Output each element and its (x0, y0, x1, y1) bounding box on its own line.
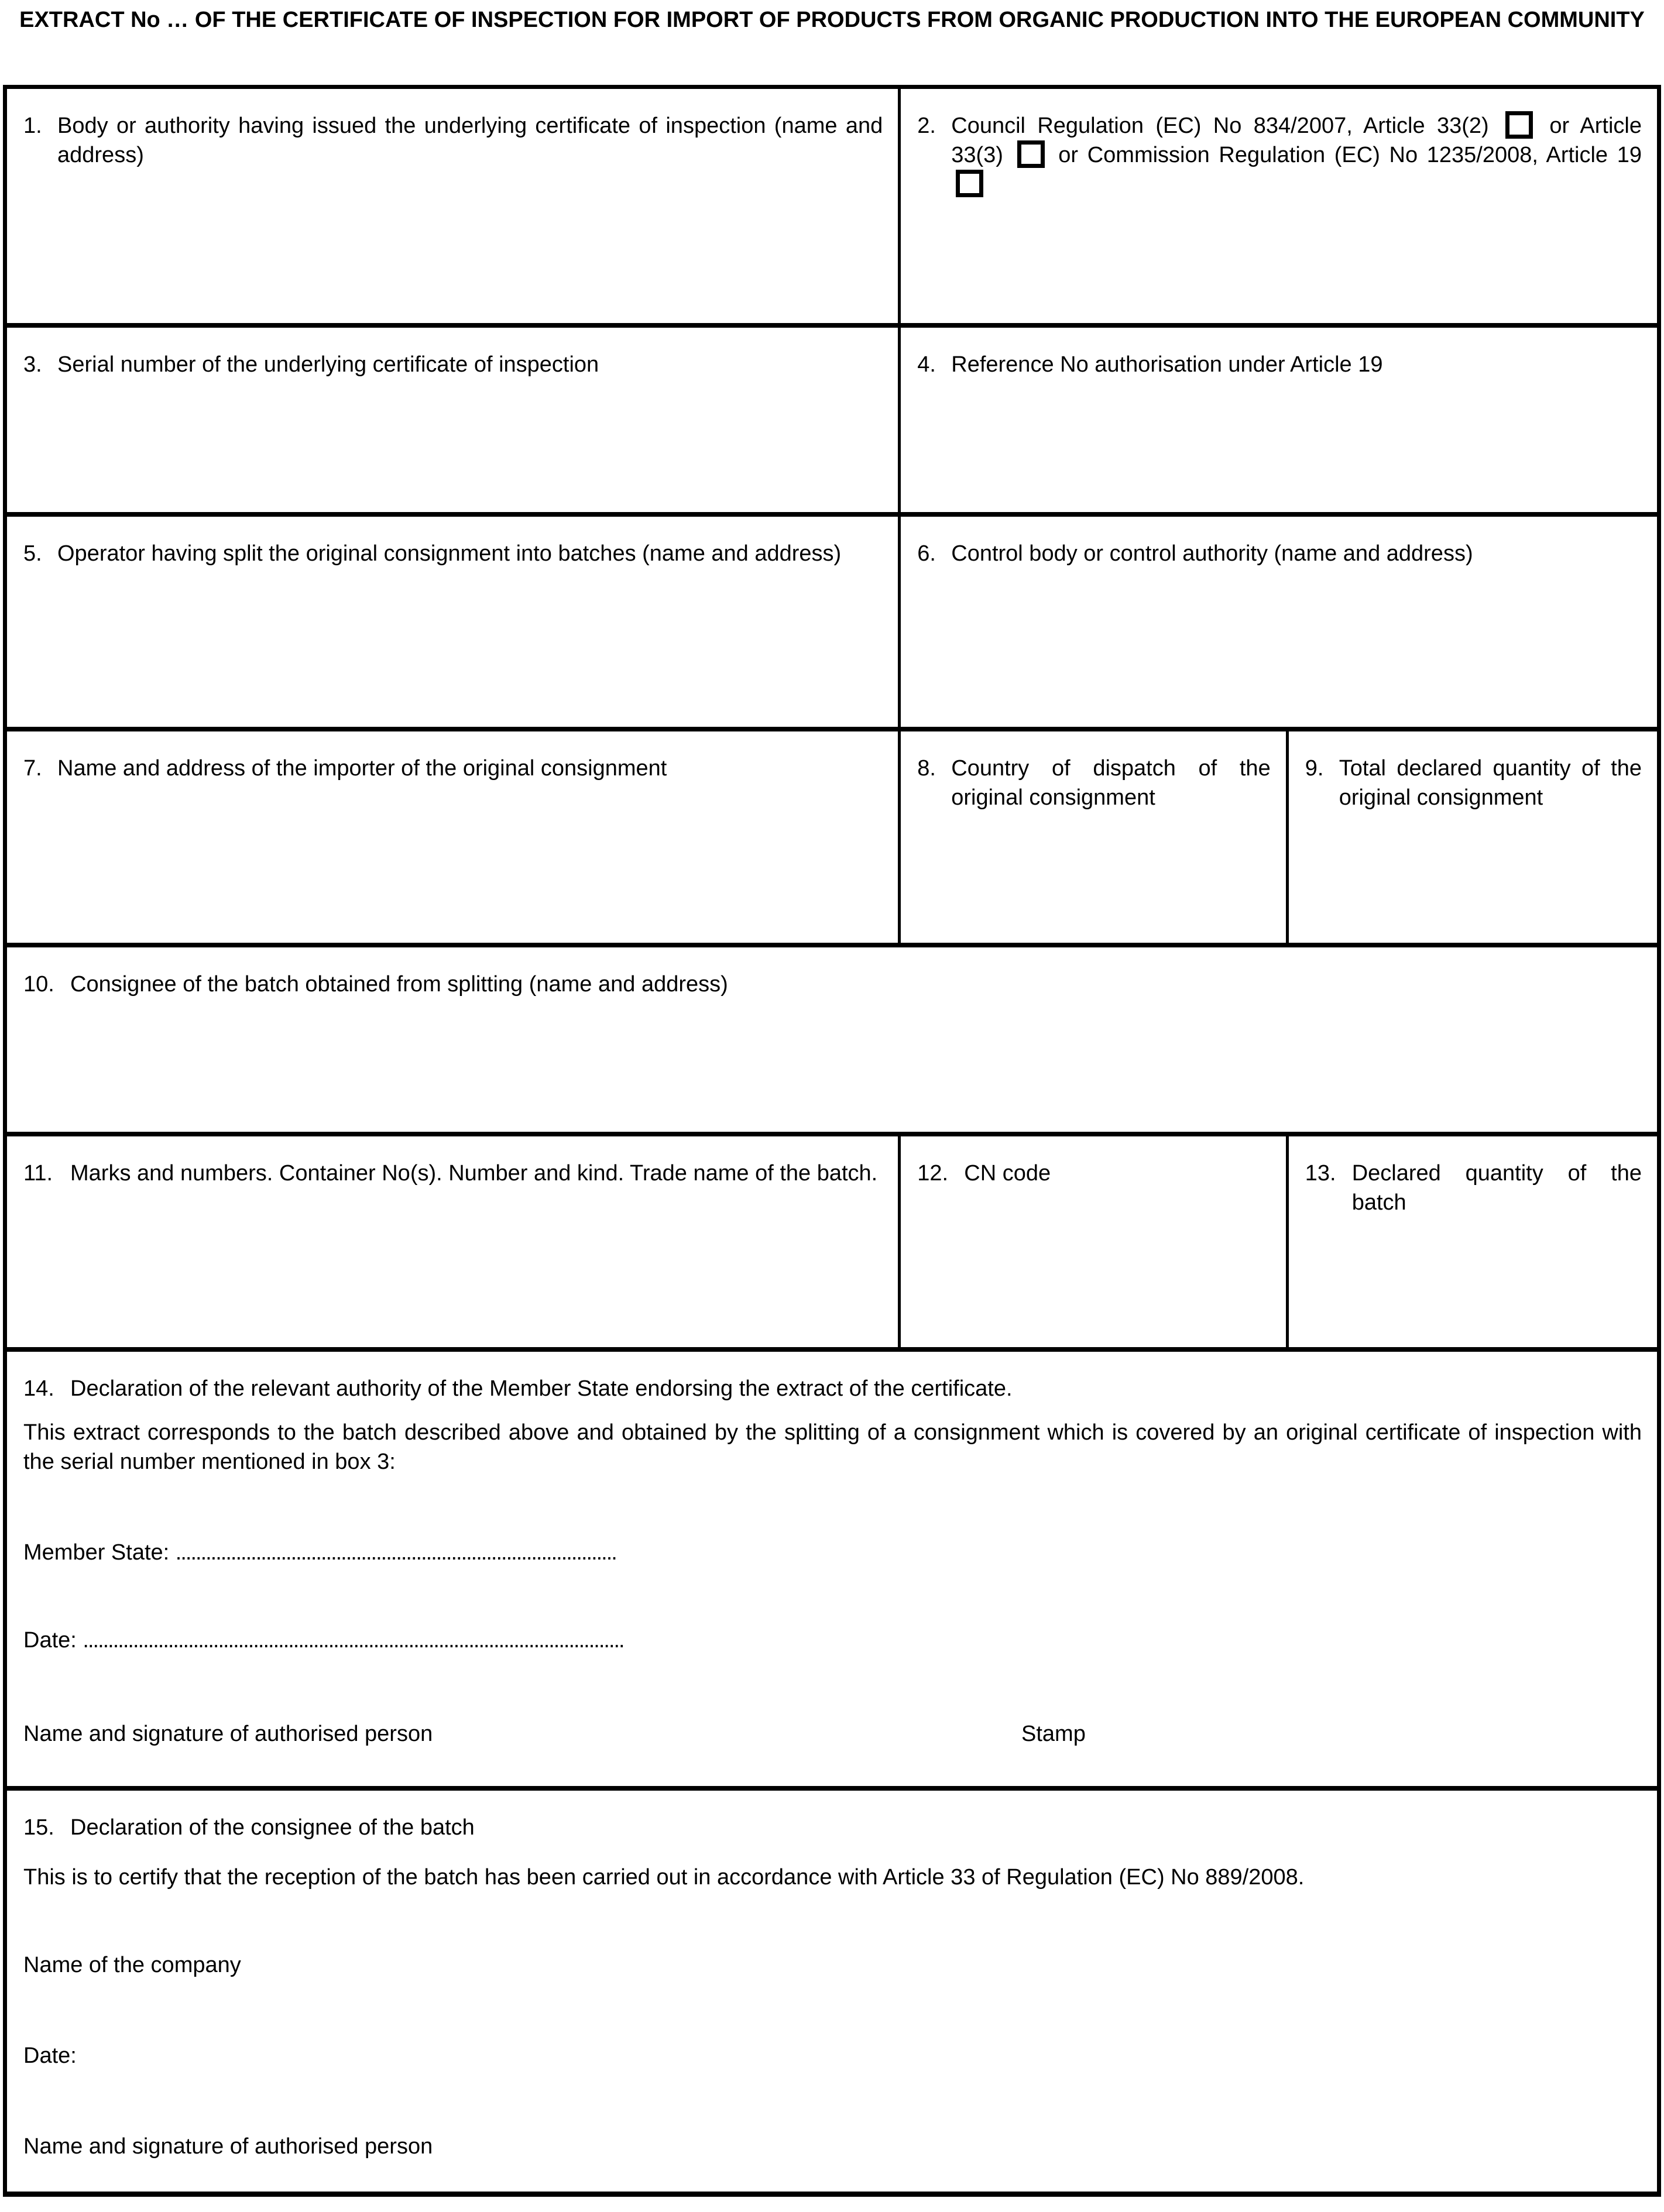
box-5-label-line (23, 539, 883, 568)
box-4-label: Reference No authorisation under Article 19 (951, 352, 1383, 377)
box-15-number: 15. (23, 1815, 54, 1840)
signature-stamp-line (23, 1719, 1642, 1749)
box-1-label-line (23, 111, 883, 170)
box-8-number: 8. (917, 756, 936, 781)
box-2-label-line (917, 111, 1642, 199)
form-title: EXTRACT No … OF THE CERTIFICATE OF INSPECTION FOR IMPORT OF PRODUCTS FROM ORGANIC PRODUCTION INTO THE EUROPEAN COMMUNITY (19, 8, 1645, 32)
box-14-cell (7, 1352, 1657, 1786)
box-2-segment-1: Council Regulation (EC) No 834/2007, Article 33(2) (951, 114, 1489, 138)
box-9-cell (1286, 731, 1657, 943)
box-14-label-line (23, 1374, 1642, 1403)
box-14-number: 14. (23, 1376, 54, 1401)
box-4-cell (898, 328, 1657, 512)
box-10-label: Consignee of the batch obtained from splitting (name and address) (70, 972, 728, 997)
box-1-number: 1. (23, 114, 42, 138)
box-10-label-line (23, 970, 1642, 999)
box-8-cell (898, 731, 1285, 943)
date-label-box-14: Date: (23, 1628, 77, 1653)
member-state-fill-line[interactable]: ........................................................................................ (175, 1540, 616, 1565)
form-table (3, 85, 1661, 2197)
row-8 (7, 1791, 1657, 2192)
box-12-label: CN code (964, 1161, 1051, 1186)
box-6-label: Control body or control authority (name and address) (951, 541, 1473, 566)
member-state-line (23, 1538, 1642, 1567)
row-5 (7, 947, 1657, 1136)
box-10-number: 10. (23, 972, 54, 997)
checkbox-article-19[interactable] (956, 170, 983, 197)
box-8-label-line (917, 754, 1270, 812)
box-15-label: Declaration of the consignee of the batch (70, 1815, 475, 1840)
date-fill-line[interactable]: ............................................................................................................ (83, 1628, 624, 1653)
box-3-cell (7, 328, 898, 512)
box-1-cell (7, 89, 898, 323)
row-7 (7, 1352, 1657, 1791)
checkbox-article-33-3[interactable] (1017, 140, 1045, 168)
box-6-cell (898, 517, 1657, 727)
box-5-cell (7, 517, 898, 727)
box-8-label: Country of dispatch of the original consignment (951, 756, 1271, 810)
stamp-label: Stamp (1021, 1722, 1086, 1746)
box-3-label-line (23, 350, 883, 379)
box-2-segment-3: or Commission Regulation (EC) No 1235/2008, Article 19 (1058, 143, 1642, 167)
box-3-number: 3. (23, 352, 42, 377)
row-2 (7, 328, 1657, 517)
box-4-label-line (917, 350, 1642, 379)
box-5-number: 5. (23, 541, 42, 566)
box-9-label: Total declared quantity of the original consignment (1339, 756, 1642, 810)
box-13-label-line (1305, 1159, 1642, 1217)
box-14-declaration-paragraph: This extract corresponds to the batch described above and obtained by the splitting of a consignment which is covered by an original certificate of inspection with the serial number mentioned in box 3: (23, 1420, 1642, 1474)
row-3 (7, 517, 1657, 731)
box-6-label-line (917, 539, 1642, 568)
box-3-label: Serial number of the underlying certificate of inspection (57, 352, 599, 377)
date-line-box-15: Date: (23, 2043, 77, 2068)
box-10-cell (7, 947, 1657, 1132)
box-7-label: Name and address of the importer of the original consignment (57, 756, 667, 781)
box-6-number: 6. (917, 541, 936, 566)
checkbox-article-33-2[interactable] (1505, 111, 1533, 139)
box-7-number: 7. (23, 756, 42, 781)
box-12-number: 12. (917, 1161, 949, 1186)
member-state-label: Member State: (23, 1540, 170, 1565)
box-11-number: 11. (23, 1161, 53, 1186)
date-line-box-14 (23, 1626, 1642, 1655)
signature-line-box-15: Name and signature of authorised person (23, 2134, 433, 2159)
box-2-segment-2: or Article 33(3) (951, 114, 1642, 167)
box-15-cell (7, 1791, 1657, 2192)
box-13-cell (1286, 1136, 1657, 1347)
box-11-label-line (23, 1159, 883, 1188)
box-1-label: Body or authority having issued the underlying certificate of inspection (name and address) (57, 114, 883, 167)
box-7-cell (7, 731, 898, 943)
box-9-number: 9. (1305, 756, 1324, 781)
box-9-label-line (1305, 754, 1642, 812)
box-2-cell (898, 89, 1657, 323)
box-4-number: 4. (917, 352, 936, 377)
company-name-line: Name of the company (23, 1953, 241, 1977)
box-15-label-line (23, 1813, 1642, 1842)
box-11-label: Marks and numbers. Container No(s). Number and kind. Trade name of the batch. (70, 1161, 878, 1186)
row-1 (7, 89, 1657, 328)
box-5-label: Operator having split the original consignment into batches (name and address) (57, 541, 842, 566)
box-7-label-line (23, 754, 883, 783)
row-6 (7, 1136, 1657, 1352)
box-11-cell (7, 1136, 898, 1347)
box-13-label: Declared quantity of the batch (1351, 1161, 1642, 1215)
row-4 (7, 731, 1657, 947)
box-14-label: Declaration of the relevant authority of the Member State endorsing the extract of the certificate. (70, 1376, 1013, 1401)
box-2-number: 2. (917, 114, 936, 138)
box-13-number: 13. (1305, 1161, 1336, 1186)
box-12-cell (898, 1136, 1285, 1347)
signature-label-box-14: Name and signature of authorised person (23, 1722, 433, 1746)
box-12-label-line (917, 1159, 1270, 1188)
box-15-declaration-paragraph: This is to certify that the reception of the batch has been carried out in accordance with Article 33 of Regulation (EC) No 889/2008. (23, 1865, 1305, 1890)
